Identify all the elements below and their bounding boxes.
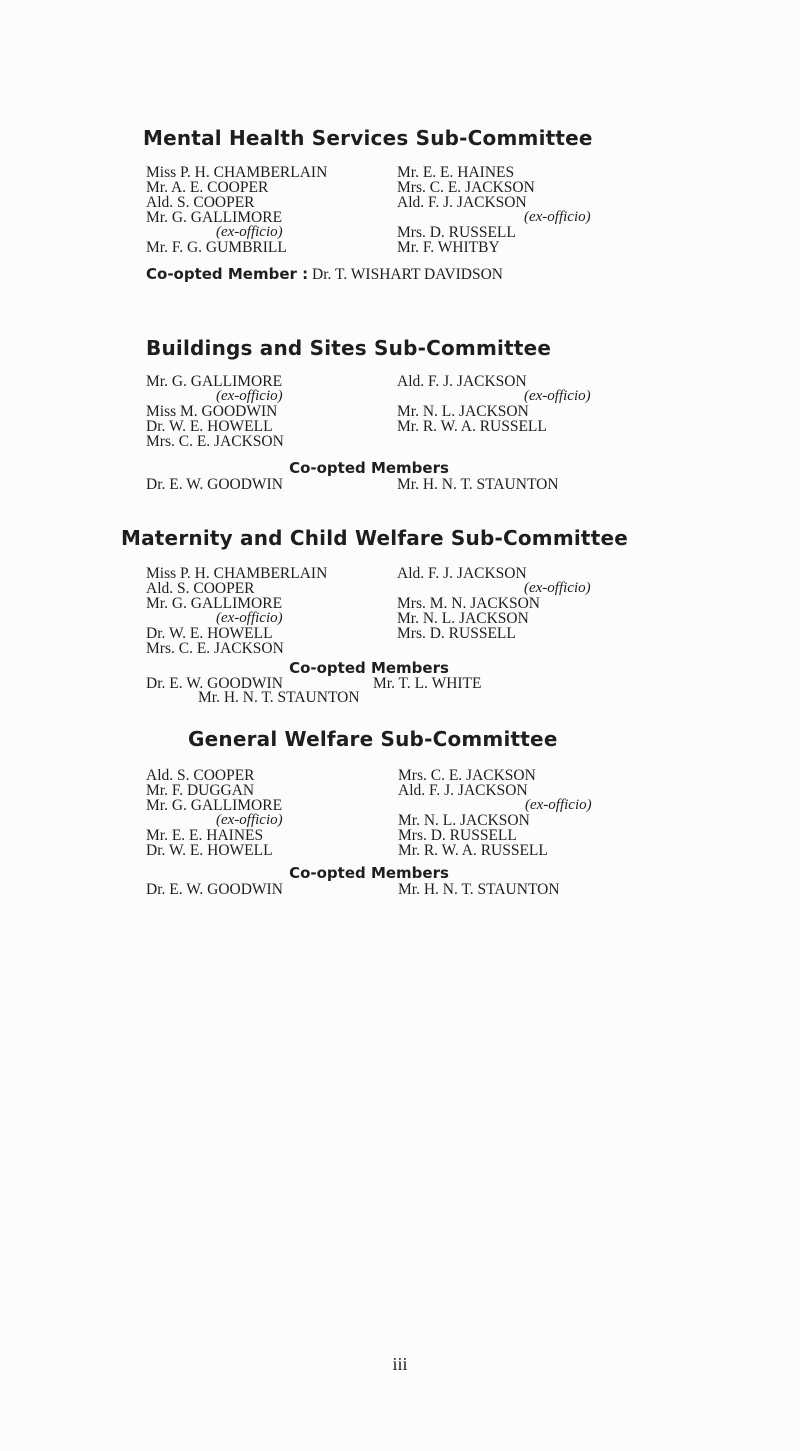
member-name: Miss M. GOODWIN (146, 403, 278, 420)
maternity-title: Maternity and Child Welfare Sub-Committee (121, 526, 628, 550)
member-name: Mr. G. GALLIMORE (146, 797, 283, 814)
member-name: Mrs. C. E. JACKSON (146, 433, 284, 450)
ex-officio-note: (ex-officio) (525, 797, 592, 813)
ex-officio-note: (ex-officio) (216, 224, 283, 240)
mental-health-left-column (146, 165, 327, 255)
member-name: Mr. G. GALLIMORE (146, 373, 283, 390)
general-welfare-right-column (398, 768, 592, 858)
member-name: Dr. W. E. HOWELL (146, 418, 273, 435)
coopted-member-name: Mr. H. N. T. STAUNTON (397, 476, 559, 493)
member-name: Mr. R. W. A. RUSSELL (398, 842, 548, 859)
buildings-title: Buildings and Sites Sub-Committee (146, 336, 552, 360)
page-number: iii (392, 1354, 408, 1374)
member-name: Ald. S. COOPER (146, 194, 255, 211)
ex-officio-note: (ex-officio) (524, 388, 591, 404)
coopted-member-name: Mr. H. N. T. STAUNTON (398, 881, 560, 898)
member-name: Ald. F. J. JACKSON (397, 194, 527, 211)
ex-officio-note: (ex-officio) (216, 812, 283, 828)
member-name: Mr. E. E. HAINES (146, 827, 264, 844)
member-name: Mr. N. L. JACKSON (397, 610, 529, 627)
member-name: Miss P. H. CHAMBERLAIN (146, 565, 328, 582)
coopted-member-name: Dr. E. W. GOODWIN (146, 881, 283, 898)
member-name: Mrs. D. RUSSELL (398, 827, 517, 844)
member-name: Miss P. H. CHAMBERLAIN (146, 164, 328, 181)
member-name: Mr. E. E. HAINES (397, 164, 515, 181)
mental-health-right-column (397, 165, 591, 255)
coopted-member-name: Dr. E. W. GOODWIN (146, 675, 283, 692)
member-name: Mr. R. W. A. RUSSELL (397, 418, 547, 435)
buildings-left-column (146, 374, 284, 449)
coopted-members-heading: Co-opted Members (289, 659, 449, 677)
member-name: Mrs. D. RUSSELL (397, 625, 516, 642)
mental-health-coopted (146, 265, 503, 284)
coopted-member-name: Dr. T. WISHART DAVIDSON (312, 266, 504, 283)
member-name: Mr. F. G. GUMBRILL (146, 239, 287, 256)
maternity-right-column (397, 566, 591, 641)
member-name: Mr. N. L. JACKSON (397, 403, 529, 420)
coopted-member-label: Co-opted Member : (146, 265, 309, 283)
ex-officio-note: (ex-officio) (216, 388, 283, 404)
member-name: Dr. W. E. HOWELL (146, 625, 273, 642)
general-welfare-left-column (146, 768, 283, 858)
member-name: Mrs. M. N. JACKSON (397, 595, 540, 612)
member-name: Ald. F. J. JACKSON (397, 373, 527, 390)
member-name: Mrs. C. E. JACKSON (146, 640, 284, 657)
member-name: Mr. G. GALLIMORE (146, 595, 283, 612)
buildings-right-column (397, 374, 591, 434)
member-name: Mr. F. WHITBY (397, 239, 500, 256)
member-name: Ald. F. J. JACKSON (397, 565, 527, 582)
member-name: Mrs. C. E. JACKSON (397, 179, 535, 196)
ex-officio-note: (ex-officio) (524, 209, 591, 225)
coopted-member-name: Mr. T. L. WHITE (373, 675, 482, 692)
coopted-member-name: Dr. E. W. GOODWIN (146, 476, 283, 493)
member-name: Mr. G. GALLIMORE (146, 209, 283, 226)
member-name: Ald. F. J. JACKSON (398, 782, 528, 799)
member-name: Ald. S. COOPER (146, 767, 255, 784)
member-name: Mr. F. DUGGAN (146, 782, 255, 799)
member-name: Dr. W. E. HOWELL (146, 842, 273, 859)
member-name: Mrs. D. RUSSELL (397, 224, 516, 241)
maternity-left-column (146, 566, 327, 656)
coopted-member-name: Mr. H. N. T. STAUNTON (198, 689, 360, 706)
coopted-members-heading: Co-opted Members (289, 864, 449, 882)
member-name: Mrs. C. E. JACKSON (398, 767, 536, 784)
general-welfare-title: General Welfare Sub-Committee (188, 727, 558, 751)
ex-officio-note: (ex-officio) (216, 610, 283, 626)
member-name: Mr. A. E. COOPER (146, 179, 269, 196)
ex-officio-note: (ex-officio) (524, 580, 591, 596)
mental-health-title: Mental Health Services Sub-Committee (143, 126, 593, 150)
member-name: Ald. S. COOPER (146, 580, 255, 597)
member-name: Mr. N. L. JACKSON (398, 812, 530, 829)
coopted-members-heading: Co-opted Members (289, 459, 449, 477)
